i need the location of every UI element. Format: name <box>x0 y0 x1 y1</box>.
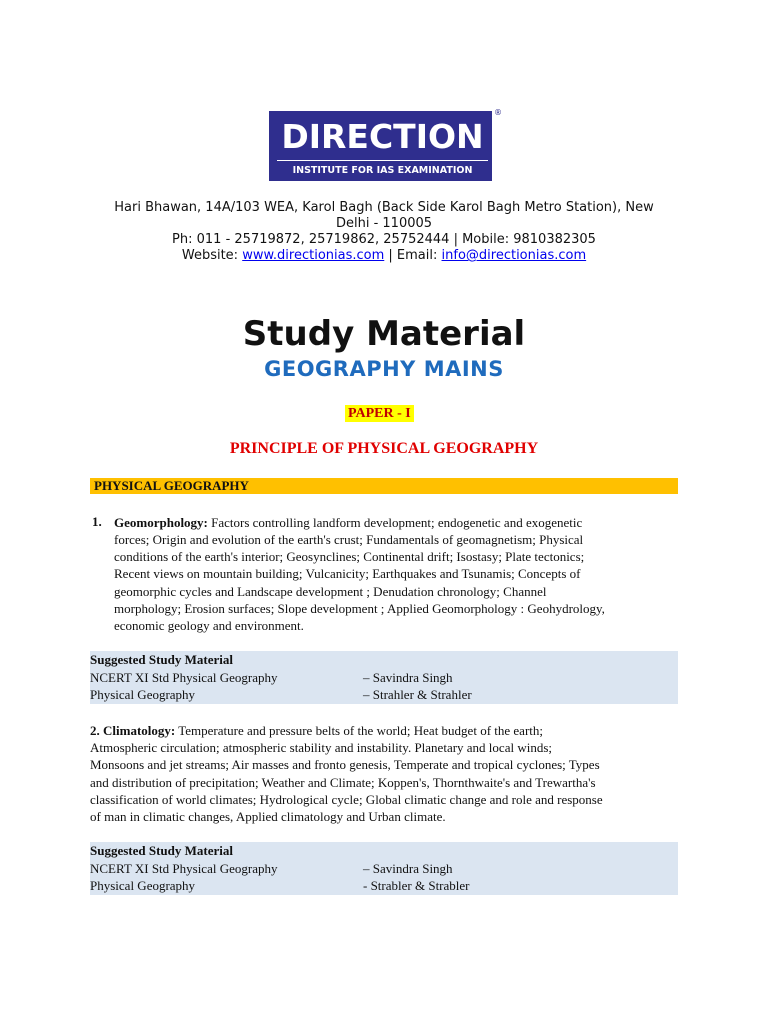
principle-heading: PRINCIPLE OF PHYSICAL GEOGRAPHY <box>229 440 539 457</box>
book-author: – Savindra Singh <box>363 669 453 685</box>
book-author: – Strahler & Strahler <box>363 687 472 702</box>
web-email-line <box>84 248 684 264</box>
registered-mark: ® <box>494 108 502 117</box>
topic-text: Factors controlling landform development; endogenetic and exogenetic <box>211 515 583 530</box>
address-line-2: Delhi - 110005 <box>335 216 433 231</box>
study-material-heading: Suggested Study Material <box>90 652 233 667</box>
topic-heading: Geomorphology: <box>114 515 208 530</box>
website-link[interactable]: www.directionias.com <box>242 248 385 263</box>
paper-label: PAPER - I <box>345 405 414 422</box>
topic-text: Temperature and pressure belts of the world; Heat budget of the earth; <box>178 723 543 738</box>
website-label: Website: <box>181 248 239 263</box>
study-material-header <box>90 651 678 669</box>
topic-2-line-1 <box>90 722 690 739</box>
study-material-row <box>90 686 678 704</box>
page-title: Study Material <box>242 314 526 354</box>
study-material-row <box>90 877 678 895</box>
section-header: PHYSICAL GEOGRAPHY <box>94 478 249 493</box>
phone-line: Ph: 011 - 25719872, 25719862, 25752444 | Mobile: 9810382305 <box>172 232 596 247</box>
section-header-bar <box>90 478 678 494</box>
book-author: – Savindra Singh <box>363 860 453 876</box>
book-title: Physical Geography <box>90 687 196 702</box>
study-material-heading: Suggested Study Material <box>90 843 233 858</box>
topic-1-line-1 <box>114 514 684 531</box>
topic-text: Recent views on mountain building; Vulcanicity; Earthquakes and Tsunamis; Concepts of <box>114 566 581 581</box>
topic-text: Monsoons and jet streams; Air masses and fronto genesis, Temperate and tropical cyclones; Types <box>90 757 600 772</box>
study-material-box <box>90 651 678 704</box>
topic-number: 2. <box>90 723 100 738</box>
book-title: NCERT XI Std Physical Geography <box>90 860 278 876</box>
email-label: | Email: <box>388 248 438 263</box>
logo-tagline: INSTITUTE FOR IAS EXAMINATION <box>292 165 473 176</box>
topic-text: conditions of the earth's interior; Geosynclines; Continental drift; Isostasy; Plate tectonics; <box>114 549 585 564</box>
topic-text: Atmospheric circulation; atmospheric stability and instability. Planetary and local winds; <box>90 740 552 755</box>
topic-heading: Climatology: <box>103 723 176 738</box>
study-material-row <box>90 669 678 687</box>
study-material-row <box>90 860 678 878</box>
topic-number: 1. <box>92 514 102 529</box>
logo-divider <box>277 160 488 161</box>
topic-text: economic geology and environment. <box>114 618 304 633</box>
book-title: Physical Geography <box>90 878 196 893</box>
address-line-1: Hari Bhawan, 14A/103 WEA, Karol Bagh (Back Side Karol Bagh Metro Station), New <box>114 200 654 215</box>
study-material-box <box>90 842 678 895</box>
email-link[interactable]: info@directionias.com <box>441 248 587 263</box>
logo-word: DIRECTION <box>281 117 484 156</box>
topic-text: and distribution of precipitation; Weather and Climate; Koppen's, Thornthwaite's and Trewartha's <box>90 775 596 790</box>
direction-logo <box>269 111 496 183</box>
topic-text: geomorphic cycles and Landscape development ; Denudation chronology; Channel <box>114 584 547 599</box>
page-subtitle: GEOGRAPHY MAINS <box>264 357 504 381</box>
topic-text: classification of world climates; Hydrological cycle; Global climatic change and role and response <box>90 792 603 807</box>
topic-text: forces; Origin and evolution of the earth's crust; Fundamentals of geomagnetism; Physical <box>114 532 584 547</box>
book-author: - Strabler & Strabler <box>363 878 470 893</box>
book-title: NCERT XI Std Physical Geography <box>90 669 278 685</box>
topic-text: of man in climatic changes, Applied climatology and Urban climate. <box>90 809 446 824</box>
study-material-header <box>90 842 678 860</box>
logo-box <box>269 111 492 181</box>
topic-text: morphology; Erosion surfaces; Slope development ; Applied Geomorphology : Geohydrology, <box>114 601 605 616</box>
